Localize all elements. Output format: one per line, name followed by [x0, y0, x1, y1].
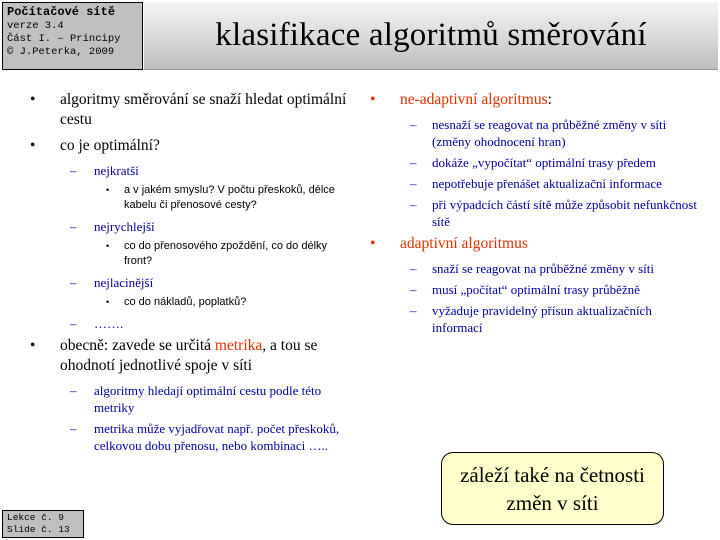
- sub-bullet-text: dokáže „vypočítat“ optimální trasy předem: [432, 155, 656, 170]
- sub-bullet-a1: [362, 260, 702, 277]
- dash-marker: –: [410, 282, 417, 297]
- right-column: [362, 90, 702, 340]
- sub-bullet-na3: [362, 175, 702, 192]
- bullet-what-is-optimal: [22, 136, 352, 156]
- bullet-marker: •: [106, 241, 110, 251]
- bullet-adaptive: [362, 234, 702, 254]
- nonadaptive-colon: :: [547, 91, 552, 108]
- sub-bullet-na4: [362, 196, 702, 230]
- dash-marker: –: [410, 261, 417, 276]
- course-info-box: [2, 2, 143, 70]
- sub-bullet-ellipsis: [22, 315, 352, 332]
- detail-text: a v jakém smyslu? V počtu přeskoků, délce kabelu či přenosové cesty?: [124, 184, 335, 211]
- sub-bullet-text: nesnaží se reagovat na průběžné změny v síti (změny ohodnocení hran): [432, 117, 667, 149]
- dash-marker: –: [70, 163, 77, 178]
- bullet-marker: •: [30, 337, 36, 354]
- bullet-nonadaptive: [362, 90, 702, 110]
- metric-highlight: metrika: [214, 337, 263, 354]
- dash-marker: –: [70, 219, 77, 234]
- dash-marker: –: [70, 421, 77, 436]
- bullet-routing-goal: [22, 90, 352, 130]
- sub-bullet-a3: [362, 302, 702, 336]
- adaptive-title: adaptivní algoritmus: [400, 235, 528, 252]
- slide-footer: [2, 510, 84, 538]
- slide-number: Slide č. 13: [7, 524, 70, 535]
- sub-bullet-text: algoritmy hledají optimální cestu podle této metriky: [94, 383, 322, 415]
- dash-marker: –: [70, 383, 77, 398]
- sub-bullet-text: …….: [94, 316, 124, 331]
- sub-bullet-a2: [362, 281, 702, 298]
- callout-line-1: záleží také na četnosti: [460, 463, 645, 487]
- dash-marker: –: [410, 303, 417, 318]
- bullet-text: co je optimální?: [60, 137, 160, 154]
- sub-bullet-shortest: [22, 162, 352, 179]
- detail-text: co do nákladů, poplatků?: [124, 296, 247, 308]
- sub-bullet-cheapest: [22, 274, 352, 291]
- slide-title: klasifikace algoritmů směrování: [215, 17, 647, 53]
- callout-line-2: změn v síti: [506, 491, 599, 515]
- sub-bullet-metric-search: [22, 382, 352, 416]
- detail-fastest: [22, 239, 352, 269]
- detail-text: co do přenosového zpoždění, co do délky front?: [124, 240, 328, 267]
- bullet-marker: •: [106, 297, 110, 307]
- sub-bullet-text: při výpadcích částí sítě může způsobit nefunkčnost sítě: [432, 197, 697, 229]
- dash-marker: –: [70, 316, 77, 331]
- bullet-metric: [22, 336, 352, 376]
- dash-marker: –: [410, 197, 417, 212]
- sub-bullet-text: nejkratší: [94, 163, 139, 178]
- dash-marker: –: [70, 275, 77, 290]
- sub-bullet-text: metrika může vyjadřovat např. počet přeskoků, celkovou dobu přenosu, nebo kombinaci …..: [94, 421, 340, 453]
- sub-bullet-text: snaží se reagovat na průběžné změny v síti: [432, 261, 654, 276]
- sub-bullet-text: nejrychlejší: [94, 219, 155, 234]
- bullet-marker: •: [106, 185, 110, 195]
- bullet-marker: •: [370, 235, 376, 252]
- sub-bullet-text: musí „počítat“ optimální trasy průběžně: [432, 282, 640, 297]
- bullet-marker: •: [30, 91, 36, 108]
- detail-shortest: [22, 183, 352, 213]
- sub-bullet-na2: [362, 154, 702, 171]
- bullet-marker: •: [370, 91, 376, 108]
- bullet-text-post: , a tou se ohodnotí jednotlivé spoje v síti: [60, 337, 318, 374]
- bullet-text: algoritmy směrování se snaží hledat optimální cestu: [60, 91, 347, 128]
- lesson-number: Lekce č. 9: [7, 512, 65, 523]
- sub-bullet-text: nejlacinější: [94, 275, 154, 290]
- course-name: Počítačové sítě: [7, 5, 116, 19]
- sub-bullet-text: nepotřebuje přenášet aktualizační informace: [432, 176, 662, 191]
- version-label: verze 3.4: [7, 20, 64, 32]
- sub-bullet-metric-meaning: [22, 420, 352, 454]
- title-bar: [144, 2, 718, 70]
- dash-marker: –: [410, 155, 417, 170]
- bullet-text-pre: obecně: zavede se určitá: [60, 337, 215, 354]
- callout-box: [441, 452, 664, 525]
- dash-marker: –: [410, 176, 417, 191]
- detail-cheapest: [22, 295, 352, 310]
- part-label: Část I. – Principy: [7, 33, 121, 45]
- sub-bullet-na1: [362, 116, 702, 150]
- nonadaptive-title: ne-adaptivní algoritmus: [400, 91, 548, 108]
- author-label: © J.Peterka, 2009: [7, 46, 115, 58]
- dash-marker: –: [410, 117, 417, 132]
- sub-bullet-text: vyžaduje pravidelný přísun aktualizačních informací: [432, 303, 652, 335]
- sub-bullet-fastest: [22, 218, 352, 235]
- bullet-marker: •: [30, 137, 36, 154]
- left-column: [22, 90, 352, 458]
